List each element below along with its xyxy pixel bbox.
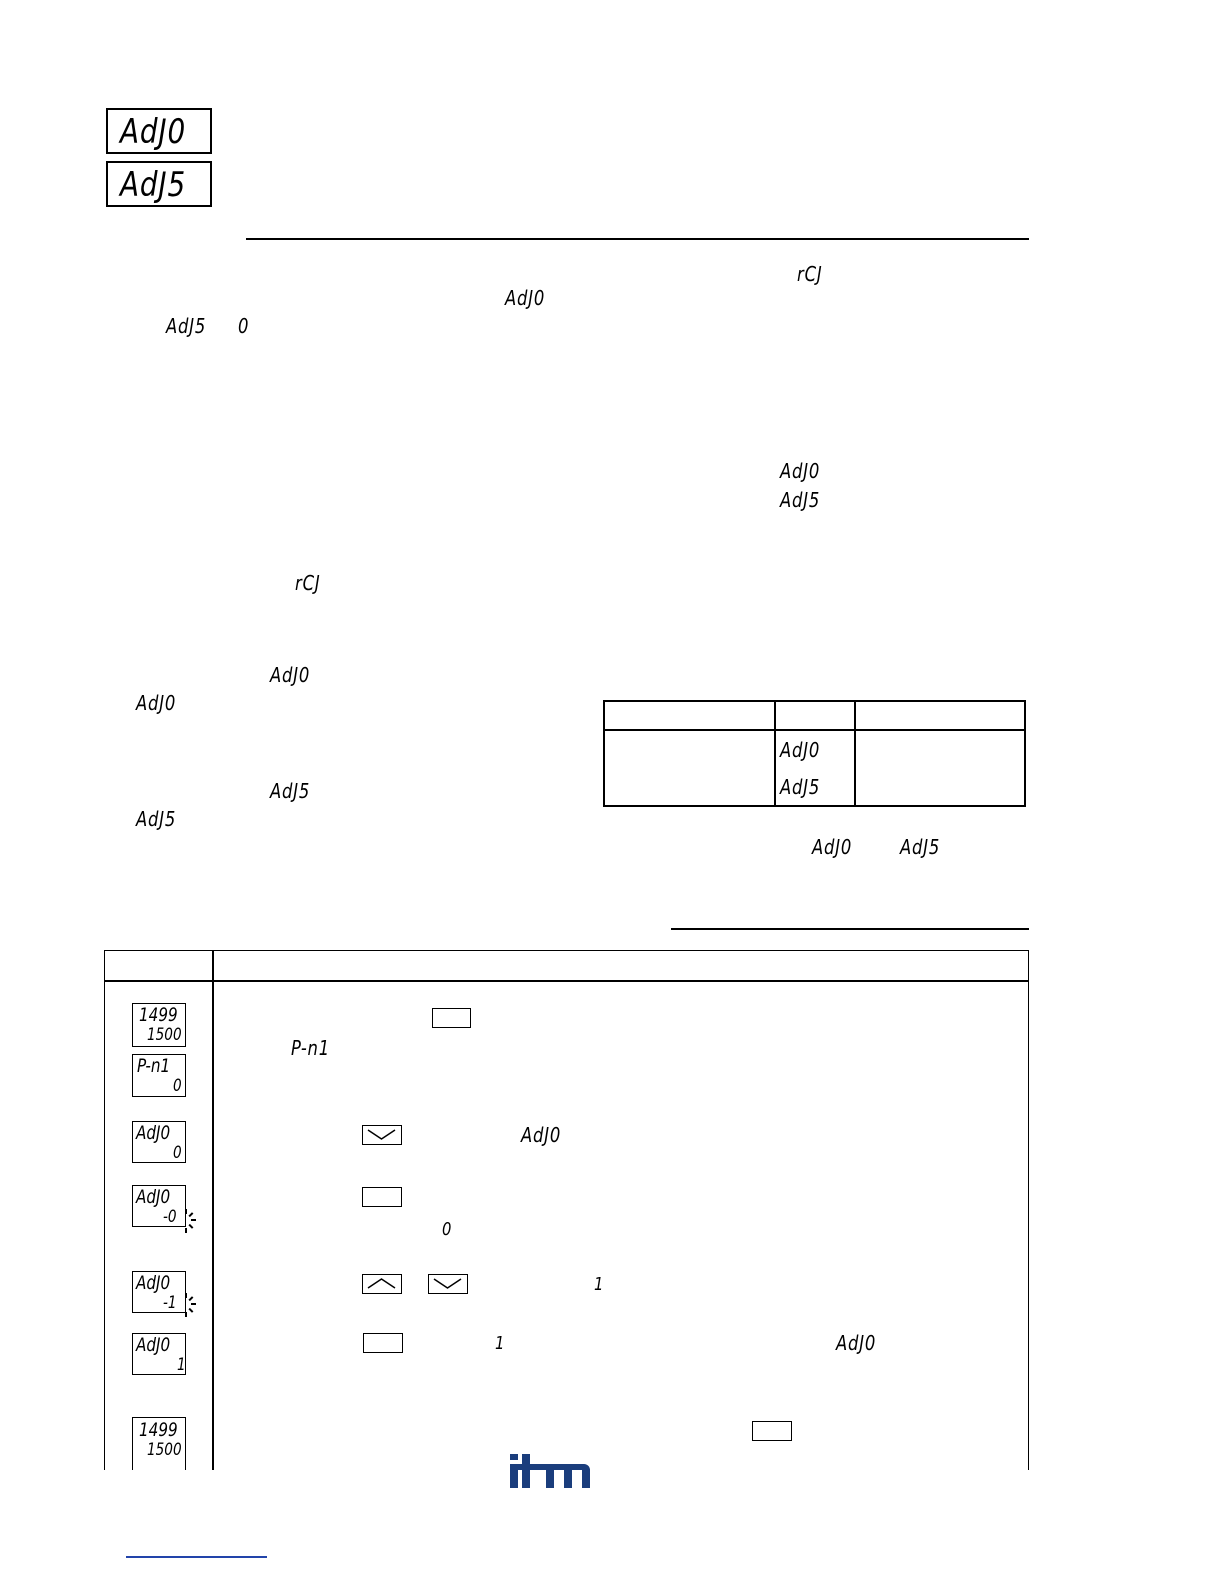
small-table — [603, 700, 1026, 807]
step-lcd-3-bottom: 0 — [173, 1143, 182, 1163]
step-code-one-b: 1 — [495, 1333, 506, 1354]
inline-code-adj0-left-b: AdJ0 — [136, 691, 177, 715]
small-table-header-divider — [605, 729, 1024, 731]
step-code-zero: 0 — [442, 1219, 453, 1240]
key-button-1 — [432, 1008, 471, 1028]
step-lcd-6 — [132, 1333, 186, 1375]
step-lcd-3-top: AdJ0 — [136, 1122, 171, 1144]
down-key-button-2 — [428, 1274, 468, 1294]
key-button-3 — [363, 1333, 403, 1353]
small-table-col-divider-2 — [854, 702, 856, 805]
small-table-cell-adj0: AdJ0 — [780, 738, 821, 762]
step-lcd-3 — [132, 1121, 186, 1163]
step-lcd-5-top: AdJ0 — [136, 1272, 171, 1294]
inline-code-adj0-right: AdJ0 — [780, 459, 821, 483]
step-lcd-4-top: AdJ0 — [136, 1186, 171, 1208]
procedure-table-col-divider — [212, 951, 214, 1470]
inline-code-adj5-left-b: AdJ5 — [136, 807, 177, 831]
step-lcd-7 — [132, 1417, 186, 1470]
blink-rays-icon — [175, 1209, 197, 1233]
inline-code-adj5-a: AdJ5 — [166, 314, 207, 338]
inline-code-zero: 0 — [238, 314, 250, 338]
down-key-button-1 — [362, 1125, 402, 1145]
step-lcd-2 — [132, 1054, 186, 1097]
blink-rays-icon-2 — [175, 1293, 197, 1317]
step-lcd-4-bottom: -0 — [163, 1207, 177, 1227]
inline-code-adj5-left-a: AdJ5 — [270, 779, 311, 803]
step-lcd-2-bottom: 0 — [173, 1076, 182, 1096]
step-lcd-6-bottom: 1 — [177, 1355, 186, 1375]
inline-code-rcj-mid: rCJ — [295, 571, 321, 595]
step-lcd-1 — [132, 1003, 186, 1047]
header-display-adj0 — [106, 108, 212, 154]
step-lcd-7-bottom: 1500 — [147, 1440, 182, 1460]
step-code-pn1: P-n1 — [291, 1036, 331, 1060]
step-lcd-2-top: P-n1 — [137, 1055, 171, 1077]
inline-code-adj5-right: AdJ5 — [780, 488, 821, 512]
itm-logo-graphic — [508, 1448, 594, 1492]
procedure-top-rule — [671, 928, 1029, 930]
small-table-col-divider-1 — [774, 702, 776, 805]
inline-code-adj0-after: AdJ0 — [812, 835, 853, 859]
itm-logo — [508, 1448, 594, 1492]
step-code-adj0-b: AdJ0 — [836, 1331, 877, 1355]
key-button-2 — [362, 1187, 402, 1207]
section-rule-top — [246, 238, 1029, 240]
inline-code-adj5-after: AdJ5 — [900, 835, 941, 859]
step-code-one-a: 1 — [594, 1274, 605, 1295]
inline-code-adj0-left-a: AdJ0 — [270, 663, 311, 687]
key-button-4 — [752, 1421, 792, 1441]
chevron-down-icon — [429, 1275, 466, 1292]
footer-link-underline[interactable] — [126, 1556, 267, 1558]
header-display-adj5 — [106, 161, 212, 207]
step-lcd-5-bottom: -1 — [163, 1293, 177, 1313]
header-display-adj5-text: AdJ5 — [120, 165, 187, 205]
header-display-adj0-text: AdJ0 — [120, 112, 187, 152]
small-table-cell-adj5: AdJ5 — [780, 775, 821, 799]
chevron-down-icon — [363, 1126, 400, 1143]
step-lcd-7-top: 1499 — [139, 1419, 178, 1441]
up-key-button — [362, 1274, 402, 1294]
chevron-up-icon — [363, 1275, 400, 1292]
step-lcd-1-top: 1499 — [139, 1004, 178, 1026]
inline-code-adj0-top: AdJ0 — [505, 286, 546, 310]
procedure-table — [104, 950, 1029, 1470]
inline-code-rcj-top: rCJ — [797, 262, 823, 286]
step-lcd-6-top: AdJ0 — [136, 1334, 171, 1356]
procedure-table-header-divider — [105, 980, 1028, 982]
step-code-adj0: AdJ0 — [521, 1123, 562, 1147]
step-lcd-1-bottom: 1500 — [147, 1025, 182, 1045]
